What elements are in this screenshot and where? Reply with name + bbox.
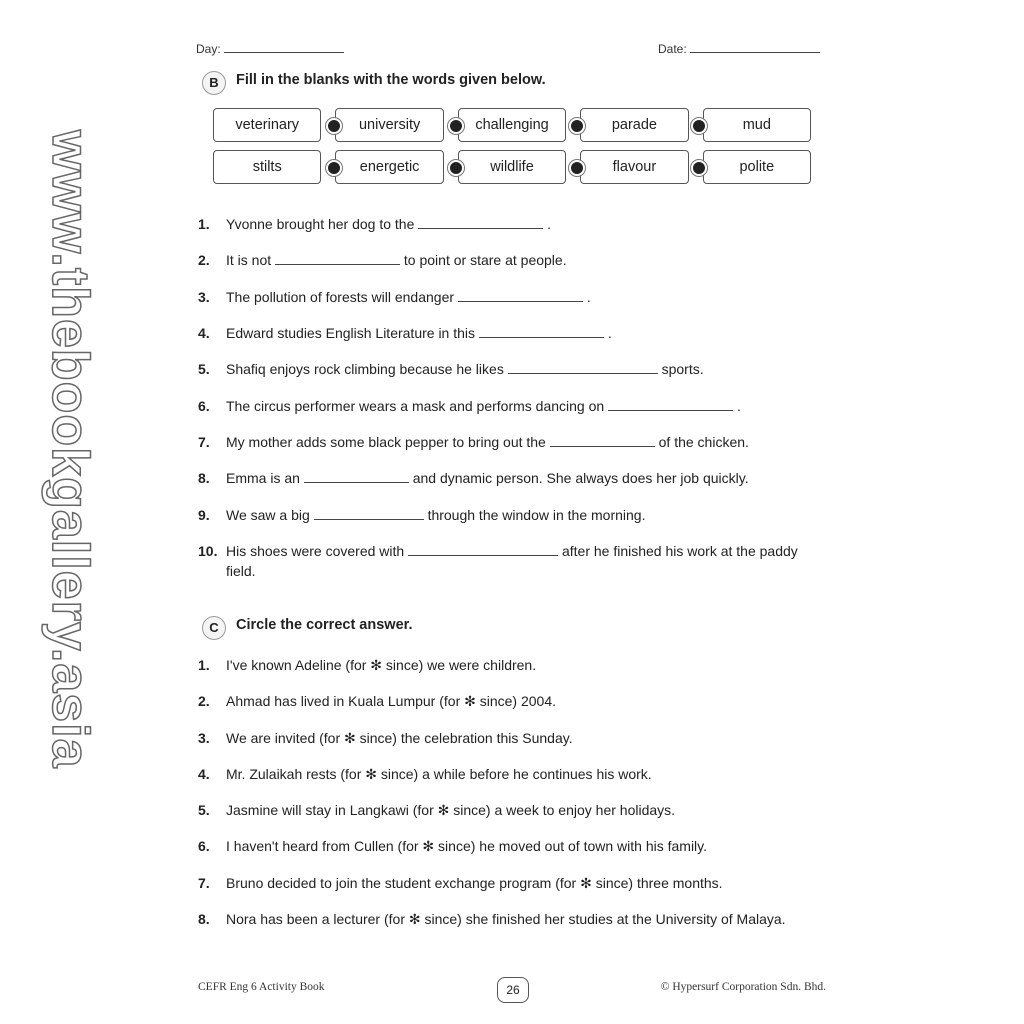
item-text-before: We saw a big <box>226 507 310 523</box>
item-text-before: Yvonne brought her dog to the <box>226 216 415 232</box>
answer-blank <box>418 216 543 229</box>
flower-separator-icon <box>448 118 464 134</box>
item-number: 8. <box>198 911 210 927</box>
circle-answer-item <box>198 873 828 893</box>
fill-blank-item <box>198 396 828 416</box>
circle-answer-item <box>198 909 828 929</box>
word-bank-row-1 <box>213 108 811 142</box>
flower-separator-icon <box>326 118 342 134</box>
item-text-after: and dynamic person. She always does her job quickly. <box>412 470 749 486</box>
circle-answer-item <box>198 800 828 820</box>
fill-blank-item <box>198 505 828 525</box>
item-text-after: . <box>586 289 591 305</box>
day-label: Day: <box>196 42 221 56</box>
item-number: 9. <box>198 507 210 523</box>
item-text: I haven't heard from Cullen (for ✻ since) he moved out of town with his family. <box>226 838 708 854</box>
word-bank-word: mud <box>703 108 811 142</box>
footer-copyright: © Hypersurf Corporation Sdn. Bhd. <box>660 981 826 993</box>
item-text-after: . <box>736 398 741 414</box>
item-text-after: after he finished his work at the paddy field. <box>226 543 798 579</box>
date-blank <box>690 40 820 53</box>
flower-separator-icon <box>326 160 342 176</box>
answer-blank <box>508 361 658 374</box>
item-text-before: Shafiq enjoys rock climbing because he likes <box>226 361 504 377</box>
fill-blank-item <box>198 432 828 452</box>
fill-blank-item <box>198 468 828 488</box>
flower-separator-icon <box>569 160 585 176</box>
word-bank-word: energetic <box>335 150 443 184</box>
item-text: Ahmad has lived in Kuala Lumpur (for ✻ since) 2004. <box>226 693 557 709</box>
circle-answer-item <box>198 691 828 711</box>
section-b-badge: B <box>202 71 226 95</box>
date-field <box>658 40 820 56</box>
date-label: Date: <box>658 42 687 56</box>
item-text-before: The circus performer wears a mask and performs dancing on <box>226 398 605 414</box>
day-field <box>196 40 344 56</box>
fill-blank-item <box>198 541 828 581</box>
word-bank-word: polite <box>703 150 811 184</box>
day-blank <box>224 40 344 53</box>
item-number: 5. <box>198 802 210 818</box>
item-text: We are invited (for ✻ since) the celebration this Sunday. <box>226 730 573 746</box>
item-text-before: His shoes were covered with <box>226 543 405 559</box>
answer-blank <box>275 252 400 265</box>
word-bank-row-2 <box>213 150 811 184</box>
circle-answer-item <box>198 836 828 856</box>
answer-blank <box>314 507 424 520</box>
fill-blank-item <box>198 359 828 379</box>
word-bank-word: university <box>335 108 443 142</box>
fill-blank-item <box>198 214 828 234</box>
item-number: 3. <box>198 730 210 746</box>
word-bank-word: challenging <box>458 108 566 142</box>
item-number: 5. <box>198 361 210 377</box>
section-b-title: Fill in the blanks with the words given below. <box>236 72 546 88</box>
fill-blank-item <box>198 250 828 270</box>
item-text-before: Emma is an <box>226 470 300 486</box>
item-text: I've known Adeline (for ✻ since) we were children. <box>226 657 537 673</box>
circle-answer-item <box>198 764 828 784</box>
flower-separator-icon <box>448 160 464 176</box>
item-number: 1. <box>198 657 210 673</box>
item-text-before: Edward studies English Literature in this <box>226 325 476 341</box>
item-number: 2. <box>198 693 210 709</box>
item-text-after: . <box>607 325 612 341</box>
item-number: 4. <box>198 325 210 341</box>
footer-book-title: CEFR Eng 6 Activity Book <box>198 981 325 993</box>
section-c-badge: C <box>202 616 226 640</box>
item-number: 4. <box>198 766 210 782</box>
item-text-after: sports. <box>661 361 704 377</box>
item-number: 10. <box>198 543 218 559</box>
answer-blank <box>304 470 409 483</box>
answer-blank <box>408 543 558 556</box>
word-bank-word: parade <box>580 108 688 142</box>
item-text-after: to point or stare at people. <box>403 252 567 268</box>
item-text: Mr. Zulaikah rests (for ✻ since) a while before he continues his work. <box>226 766 652 782</box>
answer-blank <box>479 325 604 338</box>
word-bank-word: flavour <box>580 150 688 184</box>
watermark: www.thebookgallery.asia <box>41 130 99 769</box>
item-number: 1. <box>198 216 210 232</box>
item-number: 3. <box>198 289 210 305</box>
flower-separator-icon <box>569 118 585 134</box>
flower-separator-icon <box>691 160 707 176</box>
item-text-before: It is not <box>226 252 272 268</box>
item-text-after: through the window in the morning. <box>427 507 646 523</box>
item-text-after: . <box>547 216 552 232</box>
fill-blank-item <box>198 287 828 307</box>
word-bank-word: veterinary <box>213 108 321 142</box>
item-text: Nora has been a lecturer (for ✻ since) she finished her studies at the University of Malaya. <box>226 911 786 927</box>
circle-answer-item <box>198 655 828 675</box>
word-bank-word: wildlife <box>458 150 566 184</box>
fill-blank-item <box>198 323 828 343</box>
word-bank-word: stilts <box>213 150 321 184</box>
item-text: Bruno decided to join the student exchange program (for ✻ since) three months. <box>226 875 723 891</box>
answer-blank <box>608 398 733 411</box>
item-text-before: My mother adds some black pepper to bring out the <box>226 434 546 450</box>
item-number: 7. <box>198 875 210 891</box>
item-number: 6. <box>198 838 210 854</box>
item-text-after: of the chicken. <box>658 434 749 450</box>
item-number: 6. <box>198 398 210 414</box>
flower-separator-icon <box>691 118 707 134</box>
answer-blank <box>550 434 655 447</box>
page-number: 26 <box>497 977 529 1003</box>
item-text: Jasmine will stay in Langkawi (for ✻ since) a week to enjoy her holidays. <box>226 802 676 818</box>
answer-blank <box>458 289 583 302</box>
item-number: 2. <box>198 252 210 268</box>
section-c-title: Circle the correct answer. <box>236 617 413 633</box>
item-text-before: The pollution of forests will endanger <box>226 289 455 305</box>
item-number: 7. <box>198 434 210 450</box>
circle-answer-item <box>198 728 828 748</box>
item-number: 8. <box>198 470 210 486</box>
